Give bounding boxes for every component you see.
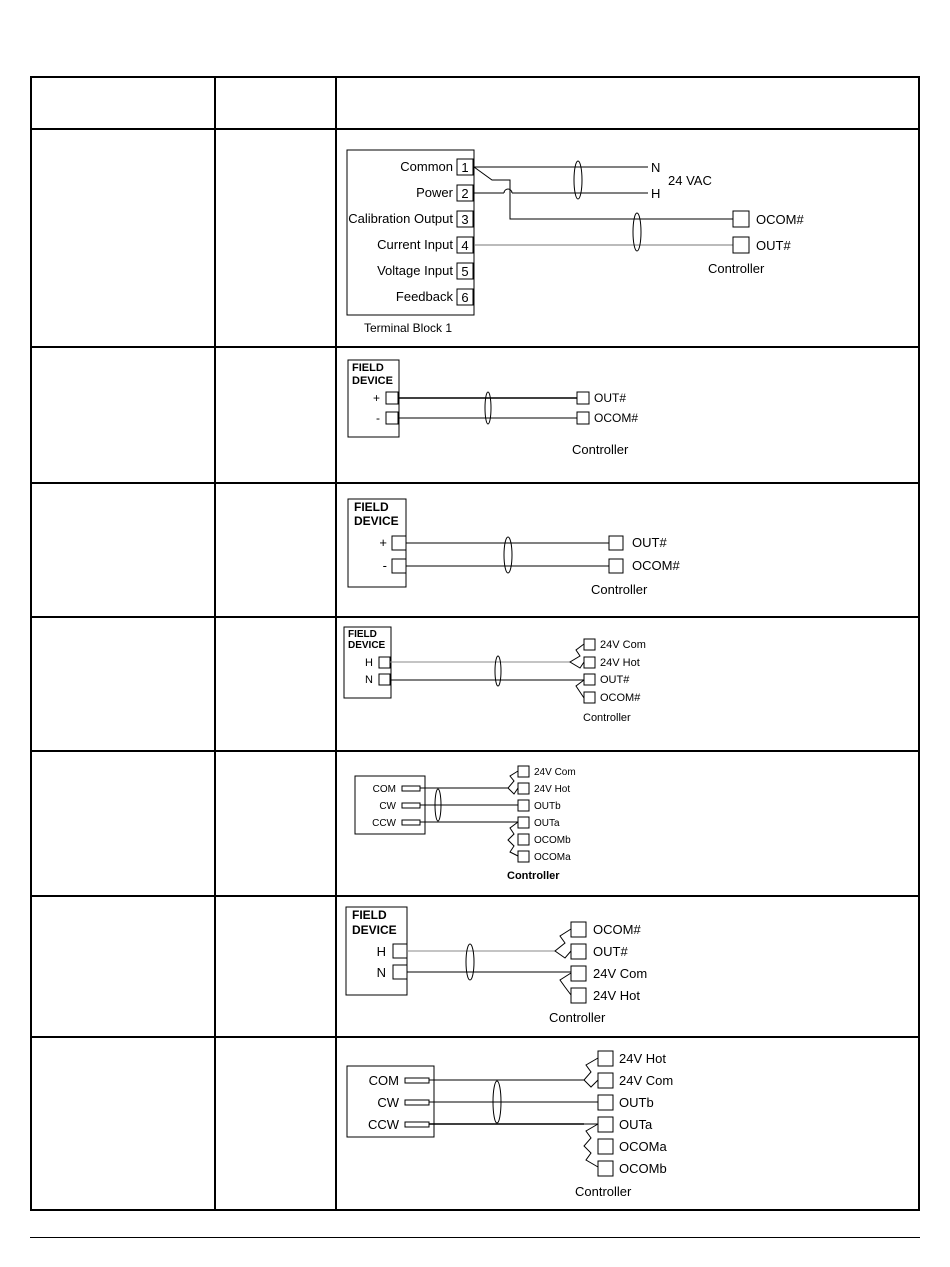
device-terminal-label: N [365, 674, 373, 686]
controller-terminal-label: OCOMb [534, 835, 571, 846]
diagram-field-device-ac-2 [346, 907, 647, 1025]
controller-terminal-label: OCOMa [534, 852, 571, 863]
controller-terminal-label: 24V Com [534, 767, 576, 778]
controller-terminal-label: 24V Com [593, 966, 648, 981]
field-device-title: FIELD [352, 362, 384, 374]
controller-terminal-label: OCOMb [619, 1161, 667, 1176]
controller-terminal-box [518, 851, 529, 862]
terminal-label: Power [416, 185, 453, 200]
controller-label: Controller [583, 712, 631, 724]
controller-terminal-box [609, 536, 623, 550]
device-terminal-box [379, 657, 390, 668]
device-terminal-label: - [382, 558, 387, 573]
diagram-floating-actuator-2 [347, 1051, 673, 1199]
diagram-terminal-block-1 [347, 150, 804, 335]
controller-terminal-box [571, 944, 586, 959]
controller-terminal-box [518, 834, 529, 845]
terminal-3 [348, 211, 473, 227]
field-device-title: DEVICE [348, 640, 386, 651]
terminal-label: Feedback [395, 289, 453, 304]
controller-terminal-box [733, 211, 749, 227]
terminal-label: Current Input [377, 237, 453, 252]
terminal-4 [377, 237, 473, 253]
controller-terminal-label: OUTa [534, 818, 560, 829]
controller-terminal-label: 24V Hot [593, 988, 640, 1003]
terminal-label: Common [400, 159, 453, 174]
controller-terminal-label: OCOMa [619, 1139, 667, 1154]
controller-terminal-label: OUTb [534, 801, 561, 812]
wiring-diagrams [335, 0, 950, 1267]
device-terminal-box [392, 559, 406, 573]
wiring [407, 929, 571, 995]
terminal-number: 5 [461, 264, 469, 279]
device-terminal-box [386, 392, 398, 404]
controller-terminal-label: OCOM# [600, 692, 641, 704]
terminal-block-caption: Terminal Block 1 [364, 321, 453, 335]
controller-label: Controller [549, 1010, 606, 1025]
controller-terminal-label: 24V Hot [600, 657, 640, 669]
column-divider [214, 78, 216, 1209]
supply-terminal-n: N [651, 160, 661, 175]
controller-terminal-box [518, 817, 529, 828]
controller-terminal-box [518, 783, 529, 794]
diagram-field-device-dc-2 [348, 499, 680, 597]
field-device-title: FIELD [352, 908, 387, 922]
terminal-6 [396, 289, 473, 305]
device-terminal-box [386, 412, 398, 424]
device-terminal-pin [405, 1078, 429, 1083]
controller-terminal-box [598, 1073, 613, 1088]
controller-label: Controller [572, 442, 629, 457]
device-terminal-label: - [376, 411, 380, 425]
terminal-number: 2 [461, 186, 469, 201]
controller-terminal-box [598, 1117, 613, 1132]
controller-terminal-label: OUT# [594, 391, 627, 405]
device-terminal-label: + [379, 535, 387, 550]
device-terminal-box [379, 674, 390, 685]
controller-label: Controller [575, 1184, 632, 1199]
controller-terminal-box [571, 922, 586, 937]
controller-terminal-label: OCOM# [594, 411, 639, 425]
device-terminal-label: CW [379, 801, 396, 812]
device-terminal-label: H [376, 944, 386, 959]
terminal-2 [416, 185, 473, 201]
controller-terminal-box [598, 1161, 613, 1176]
field-device-title: DEVICE [354, 514, 399, 528]
device-terminal-label: CCW [367, 1117, 399, 1132]
device-terminal-pin [402, 786, 420, 791]
footer-rule [30, 1237, 920, 1238]
controller-terminal-box [577, 392, 589, 404]
controller-terminal-label: OCOM# [593, 922, 641, 937]
device-terminal-label: N [376, 965, 386, 980]
controller-terminal-label: OCOM# [632, 558, 680, 573]
controller-terminal-label: 24V Hot [534, 784, 571, 795]
controller-terminal-box [577, 412, 589, 424]
controller-terminal-label: OUT# [600, 674, 630, 686]
device-terminal-label: + [372, 391, 380, 405]
controller-terminal-box [571, 966, 586, 981]
controller-terminal-box [598, 1051, 613, 1066]
terminal-1 [400, 159, 473, 175]
wiring [420, 771, 518, 856]
diagram-field-device-dc [348, 360, 638, 457]
terminal-5 [377, 263, 473, 279]
controller-label: Controller [708, 261, 765, 276]
device-terminal-label: CW [377, 1095, 399, 1110]
controller-terminal-box [518, 766, 529, 777]
device-terminal-box [392, 536, 406, 550]
controller-terminal-box [518, 800, 529, 811]
controller-terminal-label: 24V Com [600, 639, 646, 651]
wiring [406, 537, 609, 573]
device-terminal-pin [405, 1100, 429, 1105]
terminal-number: 4 [461, 238, 469, 253]
controller-terminal-label: OUTa [619, 1117, 653, 1132]
controller-terminal-label: OUT# [756, 238, 791, 253]
field-device-title: DEVICE [352, 375, 393, 387]
device-terminal-box [393, 944, 407, 958]
device-terminal-label: COM [372, 784, 396, 795]
controller-terminal-box [598, 1139, 613, 1154]
controller-terminal-label: OCOM# [756, 212, 804, 227]
controller-terminal-label: 24V Hot [619, 1051, 666, 1066]
terminal-label: Calibration Output [348, 211, 453, 226]
controller-terminal-label: OUTb [619, 1095, 654, 1110]
terminal-number: 6 [461, 290, 469, 305]
controller-terminal-label: OUT# [593, 944, 628, 959]
diagram-field-device-ac [344, 627, 646, 724]
wiring [398, 392, 577, 424]
controller-terminal-box [584, 639, 595, 650]
controller-terminal-box [571, 988, 586, 1003]
controller-terminal-box [609, 559, 623, 573]
supply-terminal-h: H [651, 186, 661, 201]
controller-terminal-box [584, 657, 595, 668]
supply-voltage-label: 24 VAC [668, 173, 712, 188]
controller-terminal-box [584, 674, 595, 685]
device-terminal-box [393, 965, 407, 979]
wiring [390, 644, 584, 698]
controller-terminal-label: 24V Com [619, 1073, 674, 1088]
controller-label: Controller [591, 582, 648, 597]
device-terminal-pin [405, 1122, 429, 1127]
device-terminal-label: H [365, 657, 373, 669]
terminal-label: Voltage Input [377, 263, 453, 278]
device-terminal-label: COM [368, 1073, 399, 1088]
terminal-number: 1 [461, 160, 469, 175]
device-terminal-pin [402, 820, 420, 825]
device-terminal-pin [402, 803, 420, 808]
field-device-title: DEVICE [352, 923, 397, 937]
controller-terminal-box [598, 1095, 613, 1110]
controller-terminal-box [584, 692, 595, 703]
controller-label: Controller [507, 870, 560, 882]
device-terminal-label: CCW [372, 818, 396, 829]
diagram-floating-actuator [355, 766, 576, 882]
wiring [429, 1058, 598, 1167]
field-device-title: FIELD [354, 500, 389, 514]
controller-terminal-box [733, 237, 749, 253]
field-device-title: FIELD [348, 629, 377, 640]
terminal-number: 3 [461, 212, 469, 227]
controller-terminal-label: OUT# [632, 535, 667, 550]
